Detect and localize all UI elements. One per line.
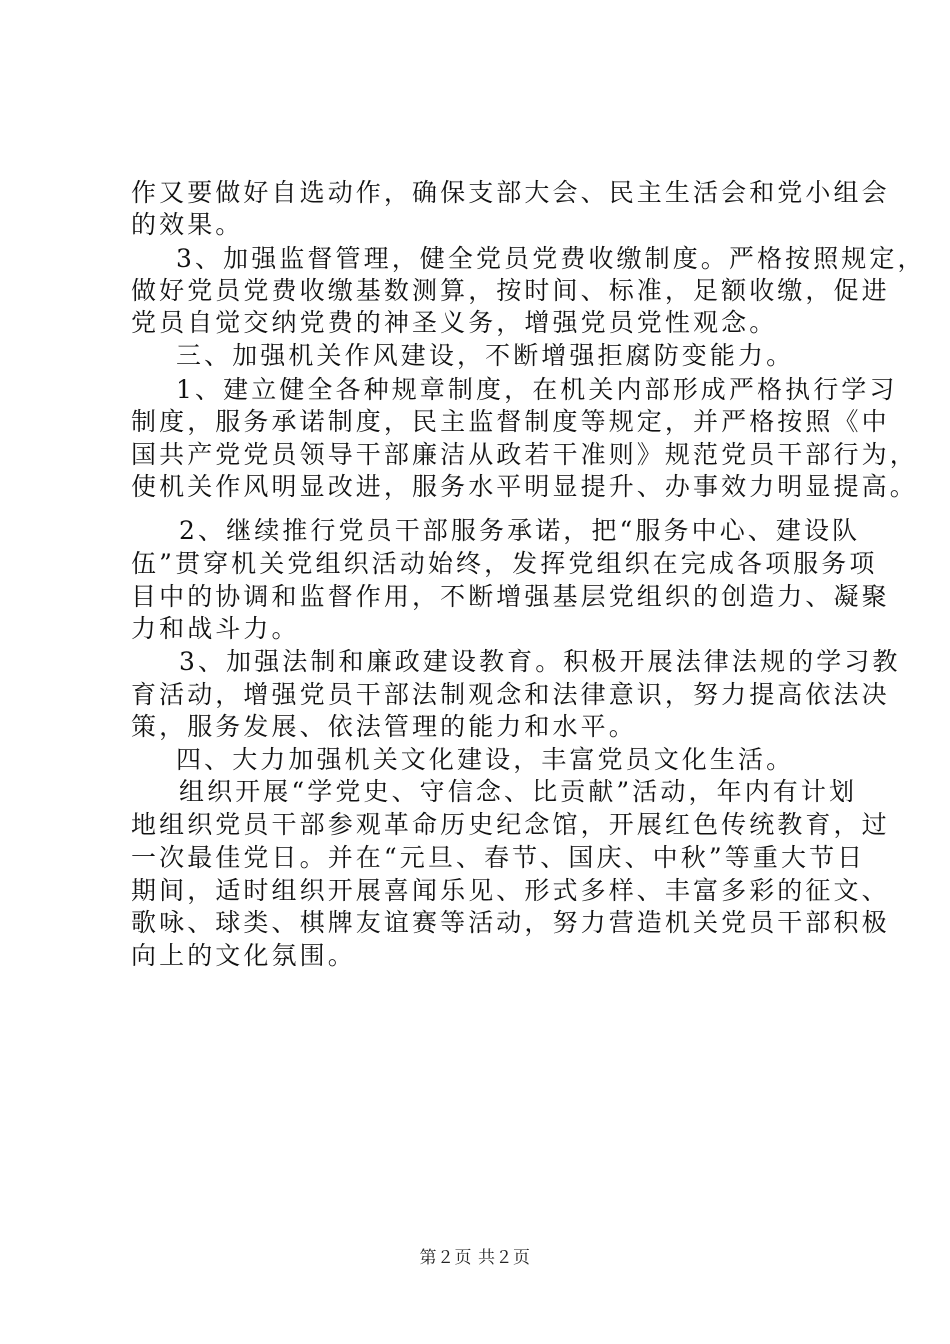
text-line: 策，服务发展、依法管理的能力和水平。 [131,712,637,741]
text-line: 1、建立健全各种规章制度，在机关内部形成严格执行学习 [176,375,898,404]
text-line: 使机关作风明显改进，服务水平明显提升、办事效力明显提高。 [131,472,918,501]
text-line: 目中的协调和监督作用，不断增强基层党组织的创造力、凝聚 [131,582,890,611]
text-line: 国共产党党员领导干部廉洁从政若干准则》规范党员干部行为， [131,440,918,469]
text-line: 三、加强机关作风建设，不断增强拒腐防变能力。 [176,341,795,370]
text-line: 一次最佳党日。并在“元旦、春节、国庆、中秋”等重大节日 [131,843,866,872]
text-line: 作又要做好自选动作，确保支部大会、民主生活会和党小组会 [131,178,890,207]
text-line: 期间，适时组织开展喜闻乐见、形式多样、丰富多彩的征文、 [131,876,890,905]
text-line: 党员自觉交纳党费的神圣义务，增强党员党性观念。 [131,308,778,337]
text-line: 向上的文化氛围。 [131,941,356,970]
text-line: 组织开展“学党史、守信念、比贡献”活动，年内有计划 [179,777,858,806]
text-line: 制度，服务承诺制度，民主监督制度等规定，并严格按照《中 [131,407,890,436]
text-line: 做好党员党费收缴基数测算，按时间、标准，足额收缴，促进 [131,276,890,305]
text-line: 伍”贯穿机关党组织活动始终，发挥党组织在完成各项服务项 [131,549,878,578]
text-line: 四、大力加强机关文化建设，丰富党员文化生活。 [176,745,795,774]
text-line: 地组织党员干部参观革命历史纪念馆，开展红色传统教育，过 [131,810,890,839]
text-line: 3、加强法制和廉政建设教育。积极开展法律法规的学习教 [179,647,901,676]
text-line: 育活动，增强党员干部法制观念和法律意识，努力提高依法决 [131,680,890,709]
text-line: 力和战斗力。 [131,614,300,643]
text-line: 3、加强监督管理，健全党员党费收缴制度。严格按照规定， [176,244,926,273]
text-line: 的效果。 [131,210,244,239]
page-number: 第２页 共２页 [419,1248,531,1268]
text-line: 2、继续推行党员干部服务承诺，把“服务中心、建设队 [179,516,861,545]
text-line: 歌咏、球类、棋牌友谊赛等活动，努力营造机关党员干部积极 [131,908,890,937]
